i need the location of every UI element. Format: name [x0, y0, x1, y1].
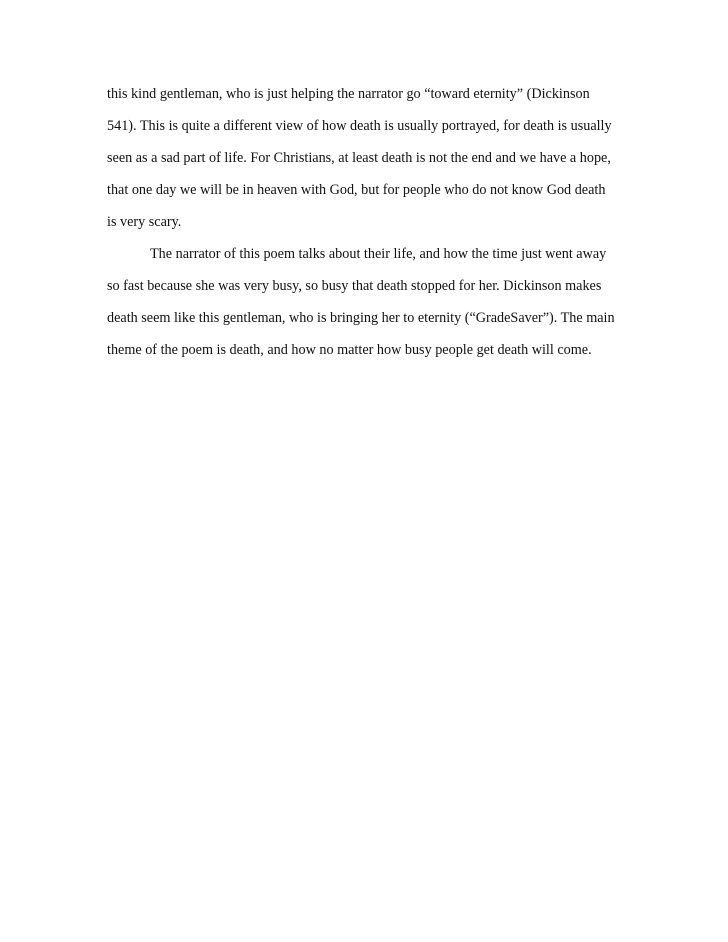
text-line-9: theme of the poem is death, and how no matter how busy people get death will come. [107, 342, 592, 358]
text-line-5: is very scary. [107, 214, 182, 230]
text-line-2: 541). This is quite a different view of how death is usually portrayed, for death is usually [107, 118, 612, 134]
paragraph-start-line: The narrator of this poem talks about their life, and how the time just went away [150, 246, 607, 262]
text-line-8: death seem like this gentleman, who is bringing her to eternity (“GradeSaver”). The main [107, 310, 615, 326]
text-line-4: that one day we will be in heaven with God, but for people who do not know God death [107, 182, 606, 198]
text-line-7: so fast because she was very busy, so busy that death stopped for her. Dickinson makes [107, 278, 602, 294]
text-line-1: this kind gentleman, who is just helping the narrator go “toward eternity” (Dickinson [107, 86, 590, 102]
body-text [107, 84, 628, 372]
text-line-3: seen as a sad part of life. For Christians, at least death is not the end and we have a hope, [107, 150, 611, 166]
